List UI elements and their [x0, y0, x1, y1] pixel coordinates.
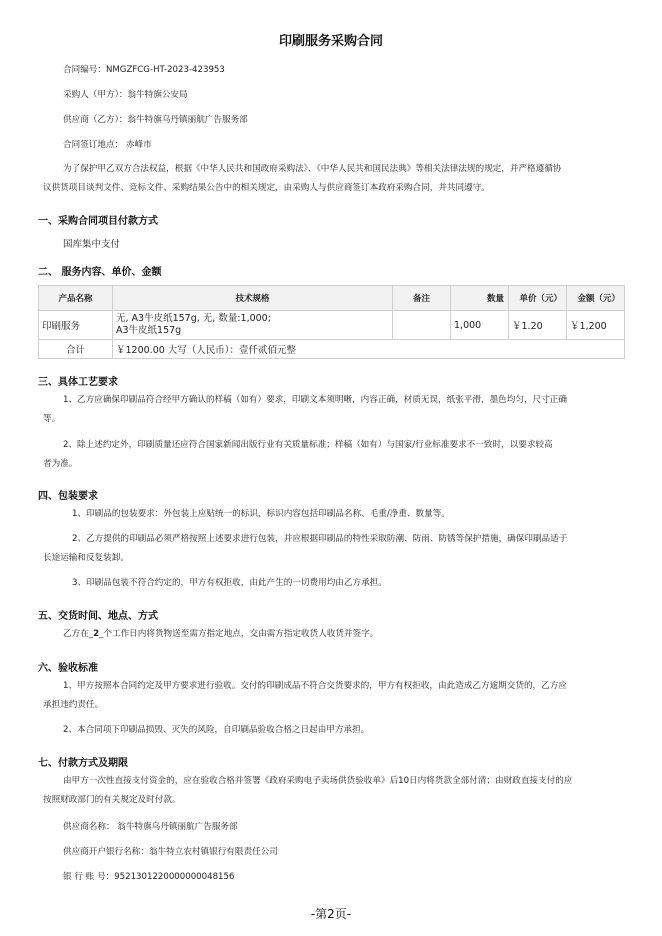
bank-account-line: 银 行 账 号：9521301220000000048156: [63, 872, 235, 882]
cell-unit-price: ￥1.20: [509, 311, 567, 340]
payment-method: 国库集中支付: [63, 239, 121, 250]
total-value: ￥1200.00 大写（人民币）：壹仟贰佰元整: [113, 340, 625, 359]
section-1-heading: 一、采购合同项目付款方式: [38, 216, 158, 227]
section-4-p2-line-2: 长途运输和反复装卸。: [43, 553, 129, 563]
delivery-days: 2: [93, 629, 100, 639]
section-5-heading: 五、交货时间、地点、方式: [38, 611, 158, 622]
section-6-heading: 六、验收标准: [38, 663, 98, 674]
table-row: [39, 311, 625, 340]
header-unit-price: 单价（元）: [509, 286, 567, 311]
cell-spec: [113, 311, 393, 340]
section-3-p1-line-1: 1、乙方应确保印刷品符合经甲方确认的样稿（如有）要求，印刷文本须明晰，内容正确，材质无误，纸张平滑，墨色均匀，尺寸正确: [63, 395, 567, 405]
supplier-name-line: 供应商名称： 翁牛特旗乌丹镇丽航广告服务部: [63, 822, 238, 832]
section-4-p2-line-1: 2、乙方提供的印刷品必须严格按照上述要求进行包装，并应根据印刷品的特性采取防潮、防雨、防锈等保护措施，确保印刷品适于: [72, 534, 568, 544]
bank-name-line: 供应商开户银行名称：翁牛特立农村镇银行有限责任公司: [63, 847, 278, 857]
document-title: 印刷服务采购合同: [278, 34, 383, 49]
spec-line-2: A3牛皮纸157g: [116, 325, 182, 336]
sign-place-line: 合同签订地点： 赤峰市: [63, 140, 152, 150]
section-6-p1-line-2: 承担违约责任。: [43, 700, 104, 710]
section-3-p2-line-1: 2、除上述约定外，印刷质量还应符合国家新闻出版行业有关质量标准；样稿（如有）与国家/行业标准要求不一致时，以要求较高: [63, 440, 553, 450]
cell-amount: ￥1,200: [567, 311, 625, 340]
cell-remark: [393, 311, 451, 340]
section-6-p2: 2、本合同项下印刷品损毁、灭失的风险，自印刷品验收合格之日起由甲方承担。: [63, 725, 370, 735]
section-4-p1: 1、印刷品的包装要求：外包装上应贴统一的标识，标识内容包括印刷品名称、毛重/净重、数量等。: [72, 509, 450, 519]
table-header-row: [39, 286, 625, 311]
intro-line-1: 为了保护甲乙双方合法权益，根据《中华人民共和国政府采购法》、《中华人民共和国民法典》等相关法律法规的规定，并严格遵循协: [63, 164, 562, 174]
delivery-text-pre: 乙方在_: [63, 629, 94, 639]
buyer-line: 采购人（甲方）：翁牛特旗公安局: [63, 90, 188, 100]
cell-product-name: 印刷服务: [39, 311, 113, 340]
header-remark: 备注: [393, 286, 451, 311]
section-3-heading: 三、具体工艺要求: [38, 377, 118, 388]
header-amount: 金额（元）: [567, 286, 625, 311]
section-5-p1: [63, 625, 378, 644]
supplier-line: 供应商（乙方）：翁牛特旗乌丹镇丽航广告服务部: [63, 115, 248, 125]
delivery-text-post: _个工作日内将货物送至需方指定地点，交由需方指定收货人收货并签字。: [99, 629, 379, 639]
header-spec: 技术规格: [113, 286, 393, 311]
section-3-p2-line-2: 者为准。: [43, 459, 78, 469]
header-quantity: 数量: [451, 286, 509, 311]
table-total-row: [39, 340, 625, 359]
page-number: -第2页-: [310, 907, 352, 921]
total-label: 合计: [39, 340, 113, 359]
section-6-p1-line-1: 1、甲方按照本合同约定及甲方要求进行验收。交付的印刷成品不符合交货要求的，甲方有权拒收，由此造成乙方逾期交货的，乙方应: [63, 681, 567, 691]
spec-line-1: 无, A3牛皮纸157g, 无, 数量:1,000;: [116, 313, 271, 324]
section-4-p3: 3、印刷品包装不符合约定的，甲方有权拒收，由此产生的一切费用均由乙方承担。: [72, 578, 387, 588]
header-product-name: 产品名称: [39, 286, 113, 311]
section-7-heading: 七、付款方式及期限: [38, 758, 128, 769]
section-7-p1-line-2: 按照财政部门的有关规定及时付款。: [43, 795, 181, 805]
items-table: [38, 285, 625, 359]
section-7-p1-line-1: 由甲方一次性直接支付资金的，应在验收合格并签署《政府采购电子卖场供货验收单》后10日内将货款全部付清；由财政直接支付的应: [63, 776, 573, 786]
cell-quantity: 1,000: [451, 311, 509, 340]
section-4-heading: 四、包装要求: [38, 491, 98, 502]
contract-number: 合同编号：NMGZFCG-HT-2023-423953: [63, 65, 225, 75]
intro-line-2: 议供货项目谈判文件、竞标文件、采购结果公告中的相关规定，由采购人与供应商签订本政府采购合同，并共同遵守。: [43, 183, 490, 193]
section-2-heading: 二、 服务内容、单价、金额: [38, 267, 162, 278]
section-3-p1-line-2: 等。: [43, 414, 61, 424]
